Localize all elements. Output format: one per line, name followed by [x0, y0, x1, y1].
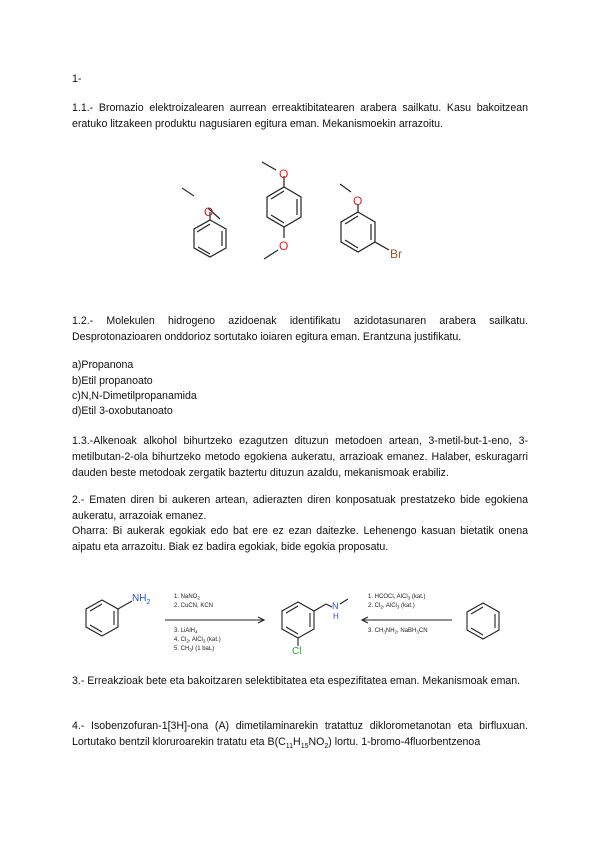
right-reagent-2-cat: , AlCl	[382, 603, 397, 609]
left-reagent-4-cat: , AlCl	[188, 637, 203, 643]
aniline-nh2-label: NH	[132, 593, 147, 604]
scheme-2-routes	[80, 584, 520, 662]
anisole-o-label: O	[204, 205, 214, 219]
right-reagent-1-sub: 3	[407, 595, 411, 601]
option-b: b)Etil propanoato	[72, 375, 153, 387]
right-reagent-3-sub3: 3	[416, 629, 419, 635]
right-reagent-2-kat: (kat.)	[399, 603, 415, 609]
right-reagent-3-nabh: , NaBH	[397, 628, 417, 634]
right-reagent-1: 1. HCOCl, AlCl	[368, 594, 408, 600]
svg-text:3. CH3NH2, NaBH3CN	[368, 628, 428, 635]
question-1-1-text: 1.1.- Bromazio elektroizalearen aurrean erreaktibitatearen arabera sailkatu. Kasu bakoitzean eratuko litzakeen produktu nagusiaren egitura eman. Mekanismoekin arrazoitu.	[72, 102, 528, 130]
right-reagent-3-nh: NH	[385, 628, 395, 634]
question-1-2-text: 1.2.- Molekulen hidrogeno azidoenak identifikatu azidotasunaren arabera sailkatu. Desprotonazioaren onddorioz sortutako ioiaren egitura eman. Erantzuna justifikatu.	[72, 315, 528, 343]
left-reagent-4-cat-sub: 3	[202, 638, 206, 644]
question-4-text: 4.- Isobenzofuran-1[3H]-ona (A) dimetilaminarekin tratattuz diklorometanotan eta birfluxuan. Lortutako bentzil kloruroarekin tratatu eta $B(C_{11}H_{15}NO_2)$ lortu. 1-bromo-4fluorbentzenoa	[72, 720, 528, 751]
dimethoxy-o2-label: O	[279, 239, 289, 253]
formula-o-count: 2	[324, 743, 329, 751]
left-reagent-3-sub: 4	[195, 629, 198, 635]
bromoanisole-structure	[340, 184, 389, 252]
svg-text:1. HCOCl, AlCl3 (kat.)	[368, 594, 426, 601]
product-n-label: N	[332, 601, 339, 611]
svg-text:5. CH3I (1 baL)	[174, 646, 214, 653]
left-reagent-2: 2. CuCN, KCN	[174, 603, 214, 609]
right-reagent-3-cn: CN	[418, 628, 428, 634]
benzene-structure	[467, 603, 499, 639]
left-reagent-4: 4. Cl	[174, 637, 187, 643]
option-a: a)Propanona	[72, 359, 134, 371]
question-1-3-text: 1.3.-Alkenoak alkohol bihurtzeko ezagutzen dituzun metodoen artean, 3-metil-but-1-eno, 3-metilbutan-2-ola bihurtzeko metodo egokiena aukeratu, arrazioak emanez. Halaber, eskuragarri dauden beste metodoak zergatik baztertu dituzun azaldu, mekanismoak erabiliz.	[72, 435, 528, 479]
scheme-1-structures	[170, 150, 430, 280]
anisole-structure	[182, 188, 226, 257]
option-d: d)Etil 3-oxobutanoato	[72, 405, 173, 417]
right-reagent-3-sub2: 2	[394, 629, 398, 635]
right-reagent-2-cat-sub: 3	[396, 604, 400, 610]
left-reagent-4-sub: 2	[186, 638, 189, 644]
left-reagent-4-kat: (kat.)	[205, 637, 221, 643]
formula-c-count: 11	[285, 743, 294, 751]
right-reagent-3-sub1: 3	[383, 629, 386, 635]
question-2-text: 2.- Ematen diren bi aukeren artean, adierazten diren konposatuak prestatzeko bide egokiena aukeratu, arrazoiak emanez.	[72, 494, 528, 522]
question-4-end: ) lortu. 1-bromo-4fluorbentzenoa	[328, 736, 481, 748]
left-reagent-1-sub: 2	[197, 595, 200, 601]
formula-h-count: 15	[300, 743, 309, 751]
right-reagent-3: 3. CH	[368, 628, 384, 634]
scheme-1-svg	[170, 150, 430, 280]
left-reagent-5-tail: I (1 baL)	[191, 646, 215, 652]
right-reagent-2: 2. Cl	[368, 603, 381, 609]
aniline-structure	[86, 600, 132, 636]
product-cl-label: Cl	[292, 646, 302, 657]
dimethoxy-o1-label: O	[279, 167, 289, 181]
right-reagent-2-sub: 2	[380, 604, 383, 610]
left-reagent-5-sub: 3	[189, 647, 192, 653]
right-reagent-1-kat: (kat.)	[410, 594, 426, 600]
question-1-number: 1-	[72, 73, 82, 85]
left-reagent-1: 1. NaNO	[174, 594, 198, 600]
option-c: c)N,N-Dimetilpropanamida	[72, 390, 197, 402]
svg-text:NH2	[132, 593, 150, 606]
product-h-label: H	[333, 612, 339, 621]
bromoanisole-br-label: Br	[390, 247, 402, 261]
svg-text:4. Cl2, AlCl3 (kat.)	[174, 637, 221, 644]
formula-tail: NO	[308, 736, 325, 748]
aniline-nh2-sub: 2	[146, 599, 151, 606]
svg-text:1. NaNO2	[174, 594, 200, 601]
question-2-note: Oharra: Bi aukerak egokiak edo bat ere ez ezan daitezke. Lehenengo kasuan bietatik onena aipatu eta arrazoitu. Biak ez badira egokiak, bide egokia proposatu.	[72, 525, 528, 553]
svg-text:2. Cl2, AlCl3 (kat.)	[368, 603, 415, 610]
scheme-2-svg	[80, 584, 520, 662]
question-3-text: 3.- Erreakzioak bete eta bakoitzaren selektibitatea eta espezifitatea eman. Mekanismoak eman.	[72, 675, 521, 687]
question-4-lead: 4.- Isobenzofuran-1[3H]-ona (A) dimetilaminarekin tratattuz diklorometanotan eta birfluxuan. Lortutako bentzil kloruroarekin tratatu eta B(C	[72, 720, 528, 748]
left-reagent-5: 5. CH	[174, 646, 190, 652]
bromoanisole-o-label: O	[353, 194, 363, 208]
left-reagent-3: 3. LiAlH	[174, 628, 196, 634]
svg-text:3. LiAlH4	[174, 628, 198, 635]
